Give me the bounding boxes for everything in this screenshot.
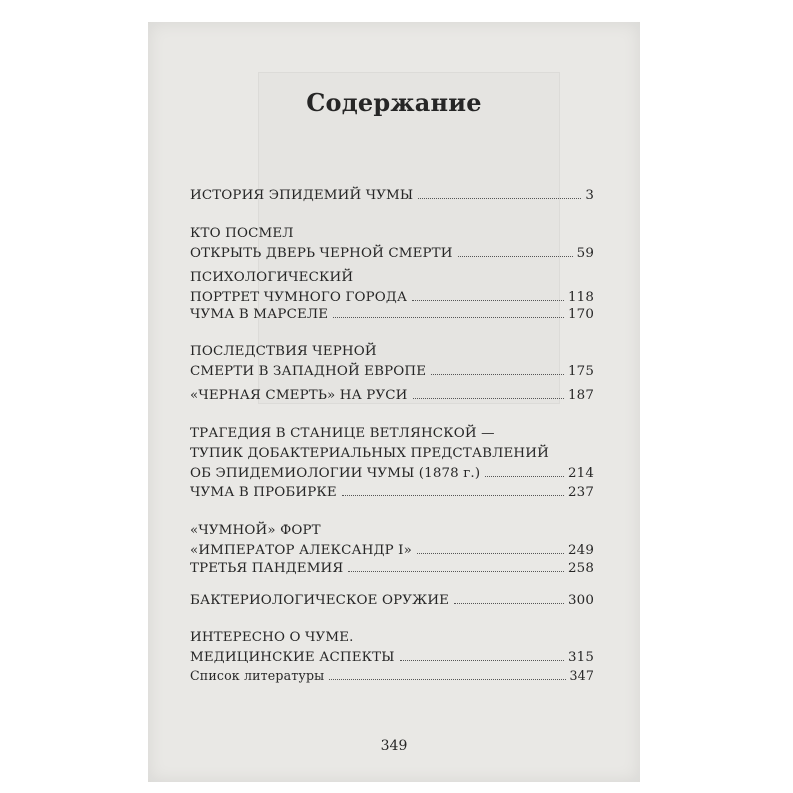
- toc-entry-title-line: Список литературы: [190, 668, 325, 683]
- toc-entry-title-line: ОБ ЭПИДЕМИОЛОГИИ ЧУМЫ (1878 г.): [190, 466, 481, 481]
- toc-entry: [190, 386, 594, 406]
- toc-entry-row: [190, 666, 594, 686]
- toc-entry-row: [190, 541, 594, 561]
- toc-entry-title-line: ТРАГЕДИЯ В СТАНИЦЕ ВЕТЛЯНСКОЙ —: [190, 426, 495, 441]
- toc-page-number: 170: [567, 307, 594, 322]
- toc-entry-title-line: КТО ПОСМЕЛ: [190, 226, 294, 241]
- dot-leader: [417, 552, 564, 554]
- dot-leader: [485, 475, 564, 477]
- toc-entry-title-line: ИНТЕРЕСНО О ЧУМЕ.: [190, 630, 354, 645]
- book-page: [148, 22, 640, 782]
- page-title: Содержание: [306, 88, 482, 117]
- toc-entry: [190, 305, 594, 325]
- dot-leader: [454, 602, 564, 604]
- toc-page-number: 175: [567, 364, 594, 379]
- dot-leader: [400, 659, 564, 661]
- toc-page-number: 300: [567, 593, 594, 608]
- toc-entry-title-line: «ИМПЕРАТОР АЛЕКСАНДР I»: [190, 543, 412, 558]
- dot-leader: [348, 570, 564, 572]
- dot-leader: [333, 316, 564, 318]
- toc-entry-row: [190, 591, 594, 611]
- dot-leader: [431, 373, 564, 375]
- toc-page-number: 237: [567, 485, 594, 500]
- toc-entry-row: [190, 464, 594, 484]
- toc-entry-row: [190, 386, 594, 406]
- toc-entry-title-line: ЧУМА В ПРОБИРКЕ: [190, 485, 337, 500]
- toc-page-number: 258: [567, 561, 594, 576]
- toc-page-number: 3: [585, 188, 594, 203]
- dot-leader: [342, 494, 564, 496]
- toc-page-number: 347: [569, 668, 594, 683]
- toc-page-number: 214: [567, 466, 594, 481]
- toc-entry: [190, 666, 594, 686]
- toc-entry: [190, 628, 594, 668]
- dot-leader: [412, 299, 564, 301]
- toc-entry: [190, 424, 594, 484]
- toc-entry-title-line: МЕДИЦИНСКИЕ АСПЕКТЫ: [190, 650, 395, 665]
- toc-entry-row: [190, 648, 594, 668]
- toc-entry: [190, 559, 594, 579]
- toc-entry-row: [190, 559, 594, 579]
- toc-entry-title-line: ТРЕТЬЯ ПАНДЕМИЯ: [190, 561, 344, 576]
- toc-entry-title-line: «ЧЕРНАЯ СМЕРТЬ» НА РУСИ: [190, 388, 408, 403]
- dot-leader: [458, 255, 573, 257]
- toc-entry: [190, 224, 594, 264]
- page-number: 349: [380, 738, 408, 754]
- toc-entry: [190, 342, 594, 382]
- toc-entry-title-line: ПОРТРЕТ ЧУМНОГО ГОРОДА: [190, 290, 408, 305]
- toc-page-number: 118: [567, 290, 594, 305]
- toc-entry-title-line: ПОСЛЕДСТВИЯ ЧЕРНОЙ: [190, 344, 377, 359]
- toc-entry-row: [190, 186, 594, 206]
- toc-entry-title-line: СМЕРТИ В ЗАПАДНОЙ ЕВРОПЕ: [190, 364, 427, 379]
- dot-leader: [418, 197, 581, 199]
- toc-entry-row: [190, 305, 594, 325]
- toc-entry: [190, 521, 594, 561]
- toc-entry-row: [190, 483, 594, 503]
- dot-leader: [329, 678, 565, 680]
- toc-entry-row: [190, 362, 594, 382]
- toc-entry-title-line: ОТКРЫТЬ ДВЕРЬ ЧЕРНОЙ СМЕРТИ: [190, 246, 453, 261]
- toc-page-number: 187: [567, 388, 594, 403]
- toc-entry: [190, 483, 594, 503]
- toc-entry-title-line: «ЧУМНОЙ» ФОРТ: [190, 523, 321, 538]
- toc-entry-title-line: ТУПИК ДОБАКТЕРИАЛЬНЫХ ПРЕДСТАВЛЕНИЙ: [190, 446, 549, 461]
- toc-entry-row: [190, 244, 594, 264]
- toc-entry-title-line: ЧУМА В МАРСЕЛЕ: [190, 307, 329, 322]
- toc-entry-title-line: БАКТЕРИОЛОГИЧЕСКОЕ ОРУЖИЕ: [190, 593, 450, 608]
- toc-entry-title-line: ПСИХОЛОГИЧЕСКИЙ: [190, 270, 354, 285]
- toc-page-number: 315: [567, 650, 594, 665]
- toc-entry-title-line: ИСТОРИЯ ЭПИДЕМИЙ ЧУМЫ: [190, 188, 414, 203]
- toc-page-number: 249: [567, 543, 594, 558]
- toc-entry: [190, 186, 594, 206]
- dot-leader: [413, 397, 564, 399]
- toc-entry: [190, 268, 594, 308]
- toc-page-number: 59: [576, 246, 594, 261]
- toc-entry: [190, 591, 594, 611]
